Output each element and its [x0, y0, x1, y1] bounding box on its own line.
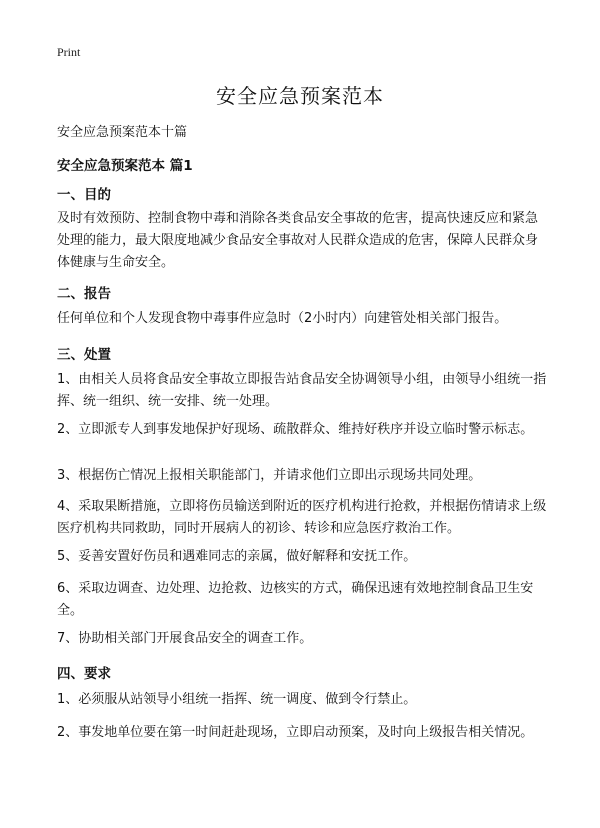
page-title: 安全应急预案范本 [216, 84, 384, 108]
section-heading-purpose: 一、目的 [57, 187, 111, 203]
section-heading-handling: 三、处置 [57, 347, 111, 363]
section-paragraph: 1、必须服从站领导小组统一指挥、统一调度、做到令行禁止。 [57, 692, 417, 707]
section-paragraph: 及时有效预防、控制食物中毒和消除各类食品安全事故的危害，提高快速反应和紧急处理的能力，最大限度地减少食品安全事故对人民群众造成的危害，保障人民群众身体健康与生命安全。 [57, 211, 539, 270]
section-heading-requirements: 四、要求 [57, 666, 111, 682]
section-paragraph: 4、采取果断措施，立即将伤员输送到附近的医疗机构进行抢救，并根据伤情请求上级医疗机构共同救助，同时开展病人的初诊、转诊和应急医疗救治工作。 [57, 499, 547, 536]
section-paragraph: 任何单位和个人发现食物中毒事件应急时（2小时内）向建管处相关部门报告。 [57, 311, 508, 326]
section-heading-report: 二、报告 [57, 286, 111, 302]
section-paragraph: 3、根据伤亡情况上报相关职能部门，并请求他们立即出示现场共同处理。 [57, 468, 482, 483]
document-subtitle: 安全应急预案范本十篇 [57, 125, 188, 140]
section-paragraph: 2、立即派专人到事发地保护好现场、疏散群众、维持好秩序并设立临时警示标志。 [57, 422, 534, 437]
print-link[interactable]: Print [57, 45, 81, 59]
section-paragraph: 6、采取边调查、边处理、边抢救、边核实的方式，确保迅速有效地控制食品卫生安全。 [57, 581, 534, 618]
section-paragraph: 2、事发地单位要在第一时间赶赴现场，立即启动预案，及时向上级报告相关情况。 [57, 725, 534, 740]
section-paragraph: 5、妥善安置好伤员和遇难同志的亲属，做好解释和安抚工作。 [57, 549, 417, 564]
article-heading: 安全应急预案范本 篇1 [57, 158, 193, 174]
section-paragraph: 7、协助相关部门开展食品安全的调查工作。 [57, 631, 313, 646]
section-paragraph: 1、由相关人员将食品安全事故立即报告站食品安全协调领导小组，由领导小组统一指挥、统一组织、统一安排、统一处理。 [57, 372, 547, 409]
